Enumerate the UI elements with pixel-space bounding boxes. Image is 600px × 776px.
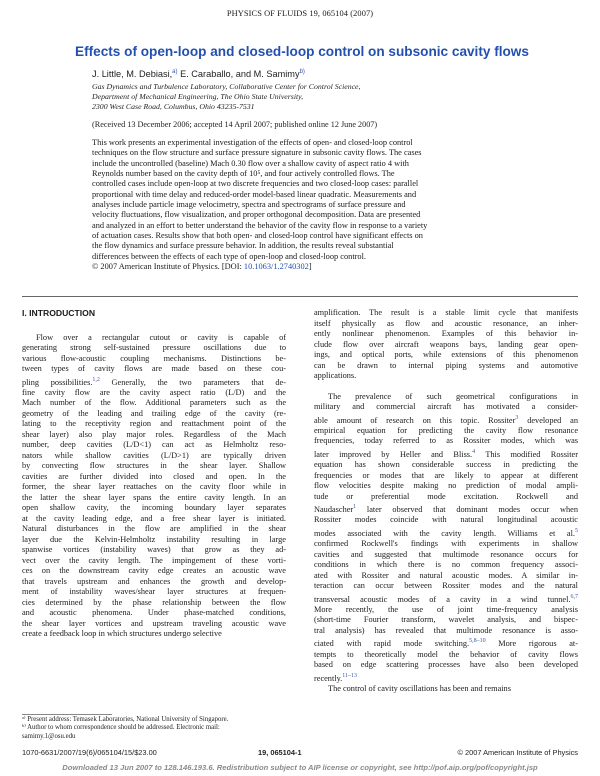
line-text: More rigorous at-	[485, 639, 578, 649]
footer-page-number: 19, 065104-1	[258, 748, 302, 757]
line-text: recently.	[314, 673, 343, 683]
abstract-line: and analyzed in an effort to better understand the behavior of the cavity flow in response to a variety	[92, 220, 428, 230]
line-text: Rossiter modes coincide with natural longitudinal acoustic	[314, 515, 578, 525]
copyright-line	[92, 262, 562, 272]
line-text: clude flow over aircraft weapons bays, landing gear open-	[314, 339, 578, 349]
line-text: ciated with rapid mode switching.	[314, 639, 470, 649]
line-text: teraction can occur between Rossiter modes and the natural	[314, 581, 578, 591]
right-column-text	[314, 308, 578, 694]
line-text: frequencies or modes that are likely to appear at different	[314, 470, 578, 480]
line-text: tween types of cavity flows are made based on these cou-	[22, 364, 286, 373]
abstract-line: of actuation cases. Results show that both open- and closed-loop control have significant effects on	[92, 231, 423, 241]
text-line	[22, 629, 286, 640]
line-text: amplification. The result is a stable limit cycle that manifests	[314, 308, 578, 317]
text-line	[22, 514, 286, 525]
text-line	[22, 333, 286, 344]
left-column-text	[22, 333, 286, 640]
reference-citation[interactable]: 5,8–10	[469, 638, 486, 645]
line-text: military and commercial aircraft has motivated a consider-	[314, 402, 578, 411]
author-group-2: E. Caraballo, and M. Samimy	[177, 69, 300, 80]
text-line	[314, 660, 578, 671]
text-line	[22, 461, 286, 472]
affiliation	[92, 82, 572, 113]
line-text: Naudascher	[314, 504, 354, 514]
footnote-email[interactable]: samimy.1@osu.edu	[22, 732, 76, 740]
text-line	[22, 556, 286, 567]
text-line	[22, 587, 286, 598]
line-text: pling possibilities.	[22, 377, 93, 387]
line-text: Natural disturbances in the flow are amplified in the shear	[22, 524, 286, 534]
doi-close: ]	[308, 262, 312, 272]
running-head: PHYSICS OF FLUIDS 19, 065104 (2007)	[226, 9, 374, 18]
text-line	[22, 545, 286, 556]
line-text: The control of cavity oscillations has been and remains	[328, 683, 511, 693]
line-text: fine cavity flow are the cavity aspect ratio (L/D) and the	[22, 387, 286, 397]
reference-citation[interactable]: 1,2	[92, 376, 100, 383]
abstract-line: differences between the effects of each type of open-loop and closed-loop control.	[92, 251, 366, 261]
footer-copyright: © 2007 American Institute of Physics	[457, 748, 578, 757]
author-footnote-mark-a[interactable]: a)	[172, 69, 178, 75]
text-line	[22, 472, 286, 483]
author-group-1: J. Little, M. Debiasi,	[92, 69, 173, 80]
line-text: based on edge scattering processes have also been developed	[314, 660, 578, 670]
text-line	[314, 492, 578, 503]
text-line	[314, 350, 578, 361]
text-line	[22, 608, 286, 619]
text-line	[314, 502, 578, 515]
text-line	[314, 460, 578, 471]
text-line	[314, 308, 578, 319]
reference-citation[interactable]: 1	[353, 504, 357, 511]
line-text: spanwise vortices (instability waves) that grow as they ad-	[22, 545, 286, 555]
download-notice[interactable]: Downloaded 13 Jun 2007 to 128.146.193.6. Redistribution subject to AIP license or copyright, see http://pof.aip.org/pof/copyright.jsp	[62, 763, 538, 772]
line-text: that travels upstream and enhances the growth and develop-	[22, 576, 286, 586]
line-text: equation has shown considerable success in predicting the	[314, 460, 578, 470]
text-line	[22, 343, 286, 354]
line-text: generating strong self-sustained pressure oscillations due to	[22, 343, 286, 352]
line-text: later observed that dominant modes occur when	[356, 504, 578, 514]
line-text: geometry of the leading and trailing edge of the cavity (re-	[22, 408, 286, 418]
footnote-line: ᵇ⁾ Author to whom correspondence should be addressed. Electronic mail:	[22, 724, 220, 732]
text-line	[314, 539, 578, 550]
line-text: open shallow cavity, the incoming boundary layer separates	[22, 503, 286, 513]
reference-citation[interactable]: 4	[472, 448, 476, 455]
line-text: Flow over a rectangular cutout or cavity is capable of	[36, 332, 286, 342]
author-list	[92, 69, 572, 79]
abstract-line: controlled cases include open-loop at two discrete frequencies and two closed-loop cases: parallel	[92, 179, 419, 189]
footer-issn: 1070-6631/2007/19(6)/065104/15/$23.00	[22, 748, 157, 757]
abstract-line: velocity fluctuations, flow visualization, and proper orthogonal decomposition. Data are presented	[92, 210, 421, 220]
line-text: This modified Rossiter	[475, 449, 578, 459]
line-text: shear layer) also play major roles. Regardless of the Mach	[22, 429, 286, 439]
text-line	[22, 364, 286, 375]
text-line	[314, 436, 578, 447]
line-text: cies determined by the phase relationship between the flow	[22, 597, 286, 607]
line-text: later improved by Heller and Bliss.	[314, 449, 473, 459]
line-text: lating to the receptivity region and reattachment point of the	[22, 419, 286, 429]
line-text: number, deep cavities (L/D<1) can act as Helmholtz reso-	[22, 440, 286, 450]
copyright-text: © 2007 American Institute of Physics.	[92, 262, 220, 272]
text-line	[314, 526, 578, 539]
abstract-line: include the uncontrolled (baseline) Mach 0.30 flow over a shallow cavity of aspect ratio 4 with	[92, 158, 409, 168]
line-text: the shear layer vortices and upstream traveling acoustic wave	[22, 618, 286, 628]
line-text: flow velocities despite making no prediction of modal ampli-	[314, 481, 578, 491]
text-line	[314, 615, 578, 626]
text-line	[22, 440, 286, 451]
text-line	[314, 402, 578, 413]
text-line	[314, 447, 578, 460]
affiliation-line: Gas Dynamics and Turbulence Laboratory, Collaborative Center for Control Science,	[92, 82, 361, 91]
text-line	[22, 430, 286, 441]
text-line	[314, 361, 578, 372]
paper-title: Effects of open-loop and closed-loop control on subsonic cavity flows	[75, 44, 529, 59]
text-line	[314, 571, 578, 582]
text-line	[314, 319, 578, 330]
doi-label: [DOI:	[221, 262, 242, 272]
line-text: and acoustic phenomena. Under phase-matched conditions,	[22, 608, 286, 618]
line-text: by convecting flow structures in the shear layer. Shallow	[22, 461, 286, 471]
text-line	[22, 354, 286, 365]
line-text: can be drawn to internal piping systems and automotive	[314, 360, 578, 370]
text-line	[22, 598, 286, 609]
affiliation-line: Department of Mechanical Engineering, The Ohio State University,	[92, 92, 304, 102]
text-line	[22, 577, 286, 588]
line-text: ings, and optical ports, while extensions of this phenomenon	[314, 350, 578, 359]
line-text: ated with Rossiter and natural acoustic modes. A similar in-	[314, 570, 578, 580]
text-line	[314, 581, 578, 592]
line-text: conditions in which there is no common frequency associ-	[314, 560, 578, 570]
text-line	[314, 329, 578, 340]
abstract-divider	[22, 296, 578, 297]
section-heading: I. INTRODUCTION	[22, 308, 96, 318]
text-line	[314, 471, 578, 482]
text-line	[22, 419, 286, 430]
line-text: nators while shallow cavities (L/D>1) are typically driven	[22, 450, 286, 460]
line-text: (short-time Fourier transform, wavelet analysis, and bispec-	[314, 615, 578, 625]
line-text: developed an	[518, 415, 578, 425]
reference-citation[interactable]: 5	[575, 527, 578, 534]
reference-citation[interactable]: 6,7	[570, 593, 578, 600]
text-line	[314, 592, 578, 605]
abstract-line: analyses include particle image velocimetry, spectra and spectrograms of surface pressure and	[92, 200, 406, 210]
text-line	[314, 413, 578, 426]
text-line	[314, 550, 578, 561]
text-line	[314, 560, 578, 571]
footnote-line: ᵃ⁾ Present address: Temasek Laboratories, National University of Singapore.	[22, 716, 229, 723]
line-text: tude or preferential mode excitation. Rockwell and	[314, 491, 578, 501]
line-text: layer due the Kelvin-Helmholtz instability resulting in large	[22, 534, 286, 544]
text-line	[22, 482, 286, 493]
line-text: frequencies, today referred to as Rossiter modes, which was	[314, 436, 578, 446]
line-text: tral analysis) has revealed that multimode resonance is asso-	[314, 625, 578, 635]
author-footnote-mark-b[interactable]: b)	[299, 69, 305, 75]
text-line	[22, 388, 286, 399]
line-text: transversal acoustic modes of a cavity in a wind tunnel.	[314, 594, 571, 604]
abstract-line: Reynolds number based on the cavity depth of 10⁵, and four actively controlled flows. The	[92, 169, 395, 179]
line-text: vect over the cavity length. The impingement of these vorti-	[22, 555, 286, 565]
text-line	[314, 481, 578, 492]
doi-link[interactable]: 10.1063/1.2740302	[243, 262, 309, 272]
paragraph-gap	[314, 382, 578, 392]
text-line	[314, 392, 578, 403]
line-text: ment of instability waves/shear layer structures at frequen-	[22, 587, 286, 597]
text-line	[314, 605, 578, 616]
text-line	[22, 398, 286, 409]
line-text: tempts to theoretically model the behavior of cavity flows	[314, 649, 578, 659]
text-line	[314, 684, 578, 695]
reference-citation[interactable]: 3	[515, 414, 519, 421]
text-line	[314, 340, 578, 351]
text-line	[314, 650, 578, 661]
text-line	[22, 409, 286, 420]
text-line	[314, 515, 578, 526]
line-text: confirmed Rockwell's findings with experiments in shallow	[314, 539, 578, 549]
line-text: at the cavity leading edge, and a free shear layer is initiated.	[22, 513, 286, 523]
left-column	[22, 308, 286, 640]
abstract-body	[92, 138, 562, 262]
line-text: cavities and suggested that multimode resonance occurs for	[314, 549, 578, 559]
line-text: The prevalence of such geometrical configurations in	[328, 391, 578, 401]
affiliation-line: 2300 West Case Road, Columbus, Ohio 43235-7531	[92, 102, 255, 112]
text-line	[22, 535, 286, 546]
text-line	[22, 375, 286, 388]
line-text: various flow-acoustic coupling mechanisms. Distinctions be-	[22, 353, 286, 363]
right-column	[314, 308, 578, 694]
line-text: empirical equation for predicting the cavity flow resonance	[314, 425, 578, 435]
abstract-line: proportional with time delay and reduced-order model-based linear quadratic. Measurements and	[92, 189, 417, 199]
line-text: cavities are further divided into closed and open. In the	[22, 471, 286, 481]
line-text: Mach number of the flow. Additional parameters such as the	[22, 398, 286, 408]
line-text: former, the shear layer reattaches on the cavity floor while in	[22, 482, 286, 492]
text-line	[22, 503, 286, 514]
text-line	[314, 671, 578, 684]
reference-citation[interactable]: 11–13	[342, 672, 358, 679]
text-line	[314, 426, 578, 437]
abstract-line: This work presents an experimental investigation of the effects of open- and closed-loop control	[92, 138, 413, 147]
text-line	[314, 636, 578, 649]
abstract-line: techniques on the flow structure and surface pressure signature in subsonic cavity flows. The cases	[92, 148, 422, 158]
text-line	[22, 493, 286, 504]
line-text: create a feedback loop in which structures undergo selective	[22, 629, 222, 639]
footnote-divider	[22, 714, 112, 715]
text-line	[22, 451, 286, 462]
received-dates: (Received 13 December 2006; accepted 14 April 2007; published online 12 June 2007)	[92, 120, 378, 129]
abstract-line: the flow dynamics and surface pressure behavior. In addition, the results reveal substantial	[92, 241, 394, 251]
line-text: applications.	[314, 371, 357, 380]
line-text: ently nonlinear phenomenon. Examples of this behavior in-	[314, 329, 578, 338]
footnotes	[22, 716, 286, 741]
text-line	[314, 626, 578, 637]
line-text: More recently, the use of joint time-frequency analysis	[314, 604, 578, 614]
text-line	[22, 566, 286, 577]
line-text: able amount of research on this topic. Rossiter	[314, 415, 516, 425]
line-text: the latter the shear layer spans the entire cavity length. In an	[22, 492, 286, 502]
line-text: modes associated with the cavity length. Williams et al.	[314, 528, 575, 538]
line-text: Generally, the two parameters that de-	[99, 377, 286, 387]
abstract	[92, 138, 562, 272]
line-text: itself physically as flow and acoustic resonance, an inher-	[314, 318, 578, 328]
text-line	[22, 619, 286, 630]
line-text: ces on the downstream cavity edge creates an acoustic wave	[22, 566, 286, 576]
text-line	[314, 371, 578, 382]
text-line	[22, 524, 286, 535]
